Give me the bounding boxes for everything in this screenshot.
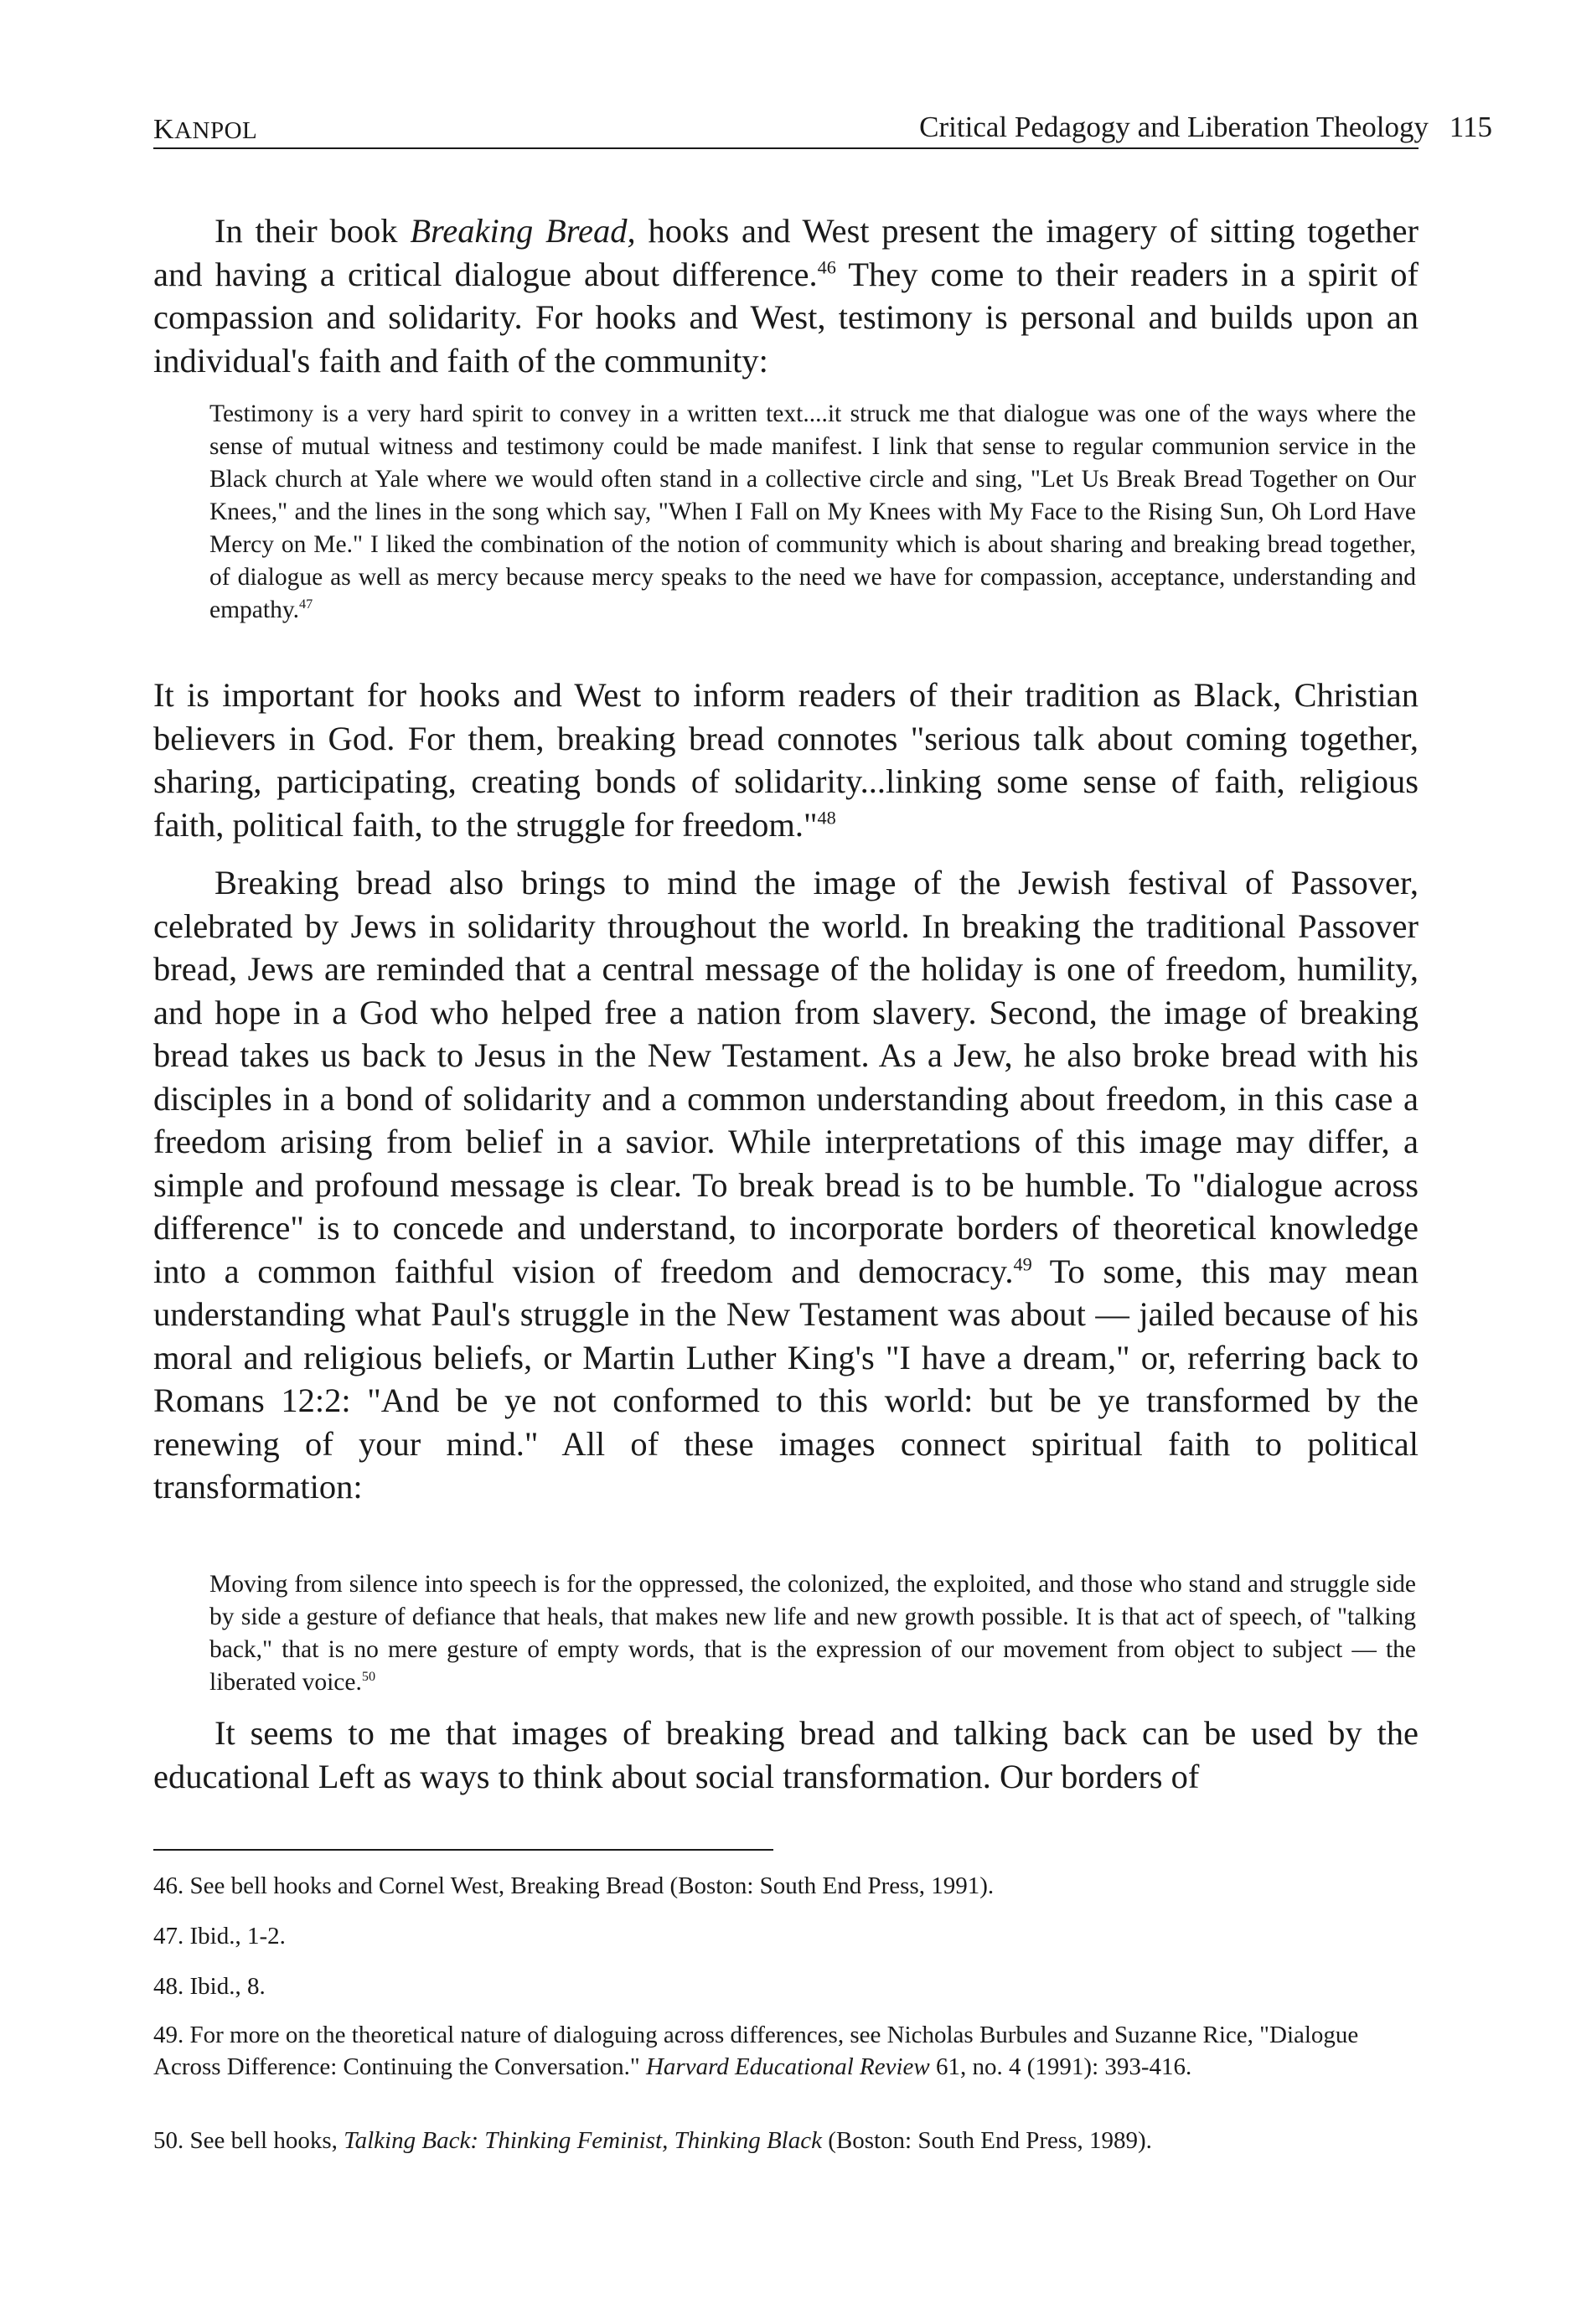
footnote-49: [153, 2019, 1419, 2083]
paragraph-1: [153, 209, 1419, 382]
paragraph-1-text-b: hooks and West present the imagery of sitting together and having a critical dialogue about difference.: [153, 212, 1419, 293]
paragraph-1-text-a: In their book: [214, 212, 411, 250]
block-quote-1-text: Testimony is a very hard spirit to convey in a written text....it struck me that dialogue was one of the ways where the sense of mutual witness and testimony could be made manifest. I link that sense to regular communion service in the Black church at Yale where we would often stand in a collective circle and sing, "Let Us Break Bread Together on Our Knees," and the lines in the song which say, "When I Fall on My Knees with My Face to the Rising Sun, Oh Lord Have Mercy on Me." I liked the combination of the notion of community which is about sharing and breaking bread together, of dialogue as well as mercy because mercy speaks to the need we have for compassion, acceptance, understanding and empathy.: [209, 400, 1416, 623]
footnote-48: 48. Ibid., 8.: [153, 1973, 266, 2000]
header-title: Critical Pedagogy and Liberation Theology: [919, 111, 1429, 143]
paragraph-1-text-c: They come to their readers in a spirit of compassion and solidarity. For hooks and West, testimony is personal and builds upon an individual's faith and faith of the community:: [153, 255, 1419, 380]
paragraph-3-text-b: To some, this may mean understanding what Paul's struggle in the New Testament was about — jailed because of his moral and religious beliefs, or Martin Luther King's "I have a dream," or, referring back to Romans 12:2: "And be ye not conformed to this world: but be ye transformed by the renewing of your mind." All of these images connect spiritual faith to political transformation:: [153, 1252, 1419, 1505]
paragraph-4: [153, 1712, 1419, 1798]
running-head: KANPOL: [153, 114, 258, 145]
block-quote-1: [209, 398, 1416, 627]
page-number: 115: [1449, 111, 1492, 143]
footnote-49-text-b: 61, no. 4 (1991): 393-416.: [929, 2053, 1192, 2080]
page-header: [153, 107, 1492, 151]
footnote-47: 47. Ibid., 1-2.: [153, 1923, 286, 1950]
header-rule: [153, 147, 1419, 149]
cited-book-title: Talking Back: Thinking Feminist, Thinking Black: [344, 2127, 822, 2154]
footnote-50: [153, 2125, 1419, 2156]
block-quote-2-text: Moving from silence into speech is for the oppressed, the colonized, the exploited, and those who stand and struggle side by side a gesture of defiance that heals, that makes new life and new growth possible. It is that act of speech, of "talking back," that is no mere gesture of empty words, that is the expression of our movement from object to subject — the liberated voice.: [209, 1571, 1416, 1696]
paragraph-4-text: It seems to me that images of breaking bread and talking back can be used by the educational Left as ways to think about social transformation. Our borders of: [153, 1714, 1419, 1795]
footnote-ref-48: 48: [817, 807, 836, 828]
paragraph-2: [153, 674, 1419, 846]
footnote-50-text-a: 50. See bell hooks,: [153, 2127, 344, 2154]
footnote-ref-47: 47: [299, 596, 313, 612]
footnote-50-text-b: (Boston: South End Press, 1989).: [821, 2127, 1152, 2154]
book-title: Breaking Bread,: [410, 212, 636, 250]
footnote-ref-46: 46: [817, 256, 836, 277]
footnote-ref-49: 49: [1013, 1253, 1032, 1274]
footnote-49-text-a: 49. For more on the theoretical nature of dialoguing across differences, see Nicholas Burbules and Suzanne Rice, "Dialogue Across Difference: Continuing the Conversation.": [153, 2022, 1359, 2080]
footnote-rule: [153, 1849, 773, 1851]
footnote-46: 46. See bell hooks and Cornel West, Breaking Bread (Boston: South End Press, 1991).: [153, 1872, 995, 1899]
block-quote-2: [209, 1568, 1416, 1699]
paragraph-2-text: It is important for hooks and West to inform readers of their tradition as Black, Christian believers in God. For them, breaking bread connotes "serious talk about coming together, sharing, participating, creating bonds of solidarity...linking some sense of faith, religious faith, political faith, to the struggle for freedom.": [153, 676, 1419, 844]
journal-title: Harvard Educational Review: [645, 2053, 930, 2080]
paragraph-3: [153, 861, 1419, 1509]
footnote-ref-50: 50: [361, 1669, 376, 1685]
paragraph-3-text-a: Breaking bread also brings to mind the image of the Jewish festival of Passover, celebrated by Jews in solidarity throughout the world. In breaking the traditional Passover bread, Jews are reminded that a central message of the holiday is one of freedom, humility, and hope in a God who helped free a nation from slavery. Second, the image of breaking bread takes us back to Jesus in the New Testament. As a Jew, he also broke bread with his disciples in a bond of solidarity and a common understanding about freedom, in this case a freedom arising from belief in a savior. While interpretations of this image may differ, a simple and profound message is clear. To break bread is to be humble. To "dialogue across difference" is to concede and understand, to incorporate borders of theoretical knowledge into a common faithful vision of freedom and democracy.: [153, 864, 1419, 1290]
